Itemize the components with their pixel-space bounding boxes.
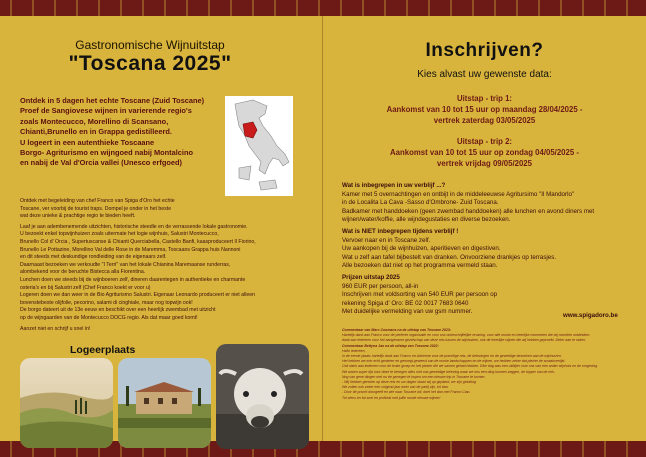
testimonial-line: - Door de pracht doorgeeft en wie naar Toscane wil, doet het dan met Franco Ciao. [342,390,471,395]
included-section [342,182,637,225]
left-column [0,16,323,441]
description-paragraph [20,224,310,323]
testimonial-line: - Wij hebben genoten op deze reis en uw dagen staan wij op gepland, we zijn gelukkig. [342,380,477,385]
intro-line: Ontdek in 5 dagen het echte Toscane (Zuid Toscane) [20,96,205,105]
website-link[interactable]: www.spigadoro.be [563,312,618,319]
not-included-line: Wat u zelf aan tafel bijbestelt van dranken. Onvoorziene drankjes op terrasjes. [342,253,557,261]
testimonial-line: In de eerste plaats hartelijk dank aan Franco en Adrienne voor de prachtige reis, de belevingen en de geweldige bezoeken aan de wijnhuizen. [342,354,562,359]
description-line: op de wijngaarden van de Montecucco DOCG regio. Als dat maar goed komt! [20,314,198,321]
registration-subtitle: Kies alvast uw gewenste data: [417,69,552,80]
description-line: wat deze unieke & prachtige regio te bieden heeft. [20,213,136,220]
intro-line: Chianti,Brunello en in Grappa gedistilleerd. [20,127,172,137]
event-subtitle: Gastronomische Wijnuitstap [75,38,225,52]
trip-2-dates [323,136,646,169]
testimonial-line: Nog van gene dingen met nu de genegen te kopen om een nieuwe trip in Toscane te komen. [342,374,486,379]
not-included-heading: Wat is NIET inbegrepen tijdens verblijf ! [342,227,459,235]
testimonial-line: Hartelijk dank aan Franco voor de perfecte organisatie en voor ons onbeschrijfelijke ervaring. voor alle mooie en heerlijke momenten die wij mochten ontdekken. [342,333,591,338]
intro-text [20,96,230,169]
included-heading: Wat is inbegrepen in uw verblijf ...? [342,182,446,189]
event-title: "Toscana 2025" [68,52,232,75]
prices-heading: Prijzen uitstap 2025 [342,273,400,281]
flyer-page [0,16,646,441]
testimonial-line: We zullen ook zeker een volgend jaar weer van de partij zijn, tot dan. [342,385,449,390]
included-line: wijnen/water/koffie, alle wijndegustaties en diverse bezoeken. [342,216,511,224]
included-line: Kamer met 5 overnachtingen en ontbijt in de middeleeuwse Agritursimo "Il Mandorlo" [342,190,575,198]
decorative-border-top [0,0,646,16]
description-line: Brunello Col d' Orcia , Supertuscanse & Chianti Querciabella, Castello Banfi, kaasproduceert Il Fiorino, [20,238,256,245]
intro-line: Proef de Sangiovese wijnen in varierende regio's [20,106,192,116]
testimonial-line: dank aan iedereen voor het aangename gezelschap van deze reis tussen de wijnhuizen, ook de heerlijke wijnen die wij hebben geproefd. Zeker aan te raden. [342,338,586,343]
description-line: Toscane, ver voorbij de tourist traps. Dompel je onder in het beste [20,205,172,212]
not-included-section [342,228,637,271]
trip-2-label: Uitstap - trip 2: [456,137,512,146]
description-text [20,198,310,336]
accommodation-heading: Logeerplaats [70,344,136,356]
description-line: Aanzet niet en schrijf u snel in! [20,325,91,332]
agriturismo-building-photo [118,358,211,448]
included-line: Badkamer met handdoeken (geen zwembad handdoeken) alle lunchen en avond diners met [342,207,595,215]
description-line: Lunchen doen we steeds bij de wijnboeren zelf, dineren daarentegen in authentieke en charmante [20,276,246,283]
description-line: Logeren doen we dan weer in de Bio Agriturismo Salustri. Eigenaar Leonardo produceert er niet alleen [20,292,256,299]
description-line: en dit steeds met deskundige rondleiding van de eigenaars zelf. [20,254,167,261]
testimonial-line: Tot ziens en tot snel en proficiat met jullie mooie nieuwe wijnen! [342,395,441,400]
registration-title: Inschrijven? [425,40,544,61]
not-included-line: Alle bezoeken dat niet op het programma vermeld staan. [342,262,498,270]
description-line: De borgo dateert uit de 13e eeuw en beschikt over een heerlijk zwembad met uitzicht [20,307,216,314]
description-line: Laaf je aan adembenemende uitzichten, historische steedle en de verrassende lokale gastronomie. [20,223,248,230]
description-line: alombekend voor de beruchte Bistecca alla Fiorentina. [20,269,146,276]
description-line: U bezoekt enkel topwijnhuizen zoals uitermate het logie wijnhuis, Salustri Montecucco, [20,231,219,238]
testimonial-line: Ook dank aan iedereen voor de leuke groep en het plezier die we samen gehad hebben. Elke dag was een uitbijter voor ons van een ander wijnhuis en de omgeving. [342,364,599,369]
description-line: bovenstebeste olijfolie, pecorino, salami di cinghiale, maar nog topwijn ook! [20,299,193,306]
testimonial-line: We waren super tijd voor deze te beregen alles met ons geweldige beleving waar we ons een ding kunnen zeggen, de topper van de reis. [342,369,555,374]
testimonial-heading: Commentaar van Marc Coomans na de uitstap van Toscane 2023: [342,328,451,332]
intro-line: zoals Montecucco, Morellino di Scansano, [20,116,169,126]
trip-info [342,182,637,320]
intro-line: en nabij de Val d'Orcia vallei (Unesco erfgoed) [20,158,182,168]
price-line: Inschrijven met voldsorting van 540 EUR per persoon op [342,291,498,299]
tuscan-landscape-photo [20,358,113,448]
description-line: Brunello Le Pottazine, Morellino Val delle Rose in de Maremma, Toscaans Grappa huis Nannoni [20,246,241,253]
intro-line: Borgo- Agriturismo en wijngoed nabij Montalcino [20,148,193,158]
description-line: Daarnaast bezoeken we verkoudte "I Terri" van het lokale Chianina Maremaanse runderras, [20,261,231,268]
prices-section [342,274,637,317]
testimonials [342,328,637,401]
not-included-line: Uw aankopen bij de wijnhuizen, aperitieven en digestiven. [342,245,501,253]
chianina-cattle-photo [216,344,309,449]
testimonial-line: Hallo iedereen, [342,348,366,353]
intro-line: U logeert in een autenthieke Toscaane [20,137,155,147]
description-line: osteria's en bij Salustri zelf (Chef Franco koekt er voor u) [20,284,151,291]
description-line: Ontdek met begeleiding van chef Franco van Spiga d'Oro het echte [20,198,175,204]
trip-1-arrival: Aankomst van 10 tot 15 uur op maandag 28/04/2025 - [386,105,583,114]
trip-1-departure: vertrek zaterdag 03/05/2025 [433,116,536,125]
testimonial-heading: Commentaar Bettyna Jan na de uitstap van Toscane 2022: [342,343,439,348]
italy-map-image [225,96,293,196]
trip-1-dates [323,93,646,126]
description-paragraph [20,326,310,334]
testimonial-line: Het hebben we erin echt genieten en genoegt geweest van de mooie landschappen en de wijnen, we hebben zeker dat plezier de smaakverrijkt. [342,359,566,364]
description-paragraph [20,198,310,221]
right-column [323,16,646,441]
trip-2-arrival: Aankomst van 10 tot 15 uur op zondag 04/05/2025 - [390,148,579,157]
price-line: 960 EUR per persoon, all-in [342,282,419,290]
price-line: Met duidelijke vermelding van uw gsm nummer. [342,308,473,316]
trip-1-label: Uitstap - trip 1: [456,94,512,103]
price-line: rekening Spiga d' Oro: BE 02 0017 7683 0640 [342,299,469,307]
included-line: in de Localita La Cava -Sasso d'Ombrone- Zuid Toscana. [342,199,499,207]
trip-2-departure: vertrek vrijdag 09/05/2025 [437,159,532,168]
not-included-line: Vervoer naar en in Toscane zelf. [342,236,431,244]
